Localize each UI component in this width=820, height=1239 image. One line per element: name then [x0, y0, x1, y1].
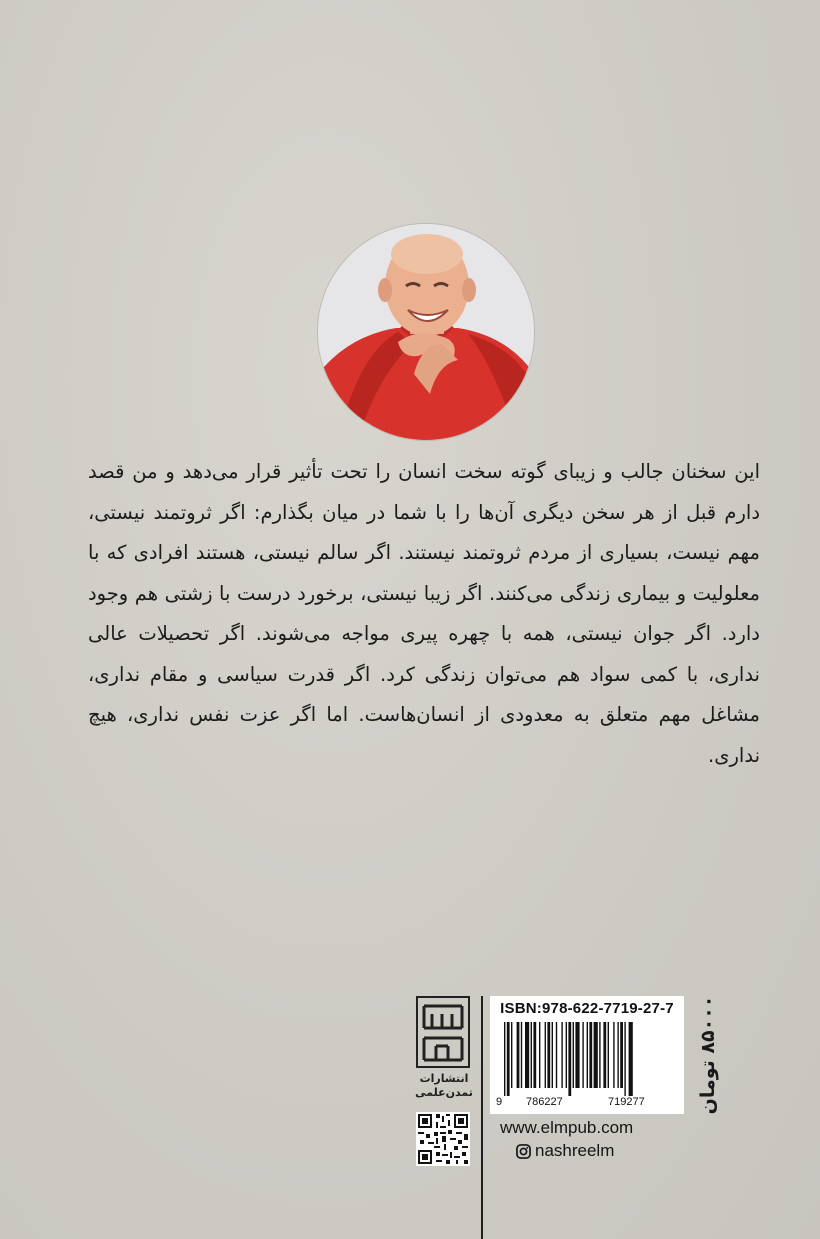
qr-code: [416, 1112, 470, 1166]
isbn-number: ISBN:978-622-7719-27-7: [500, 1000, 674, 1017]
vertical-divider: [481, 996, 483, 1239]
isbn-barcode: [490, 996, 684, 1114]
author-portrait: [318, 224, 534, 440]
barcode-digits-right: 719277: [608, 1096, 645, 1108]
barcode-digits-left: 786227: [526, 1096, 563, 1108]
back-cover-text: [88, 452, 760, 776]
back-cover-paragraph: این سخنان جالب و زیبای گوته سخت انسان را تحت تأثیر قرار می‌دهد و من قصد دارم قبل از هر سخن دیگری آن‌ها را با شما در میان بگذارم: اگر ثروتمند نیستی، مهم نیست، بسیاری از مردم ثروتمند نیستند. اگر سالم نیستی، هستند افرادی که با معلولیت و بیماری زندگی می‌کنند. اگر زیبا نیستی، برخورد درست با زشتی هم وجود دارد. اگر جوان نیستی، همه با چهره پیری مواجه می‌شوند. اگر تحصیلات عالی نداری، با کمی سواد هم می‌توان زندگی کرد. اگر قدرت سیاسی و مقام نداری، مشاغل مهم متعلق به معدودی از انسان‌هاست. اما اگر عزت نفس نداری، هیچ نداری.: [88, 460, 760, 767]
publisher-label-line2: تمدن‌علمی: [415, 1086, 473, 1099]
instagram-icon: [516, 1144, 531, 1159]
author-portrait-image: [318, 224, 534, 440]
barcode-digit-prefix: 9: [496, 1096, 503, 1108]
qr-code-icon: [416, 1112, 470, 1166]
website-link[interactable]: www.elmpub.com: [500, 1118, 634, 1137]
publisher-logo: [414, 996, 474, 1106]
price: [692, 995, 724, 1115]
barcode-bars: [496, 1022, 678, 1096]
publisher-emblem: [416, 996, 470, 1068]
publisher-label-line1: انتشارات: [419, 1072, 469, 1085]
instagram-handle[interactable]: nashreelm: [535, 1141, 615, 1160]
price-label: ۸۵۰۰۰ تومان: [697, 995, 719, 1115]
publisher-emblem-icon: [418, 998, 468, 1066]
